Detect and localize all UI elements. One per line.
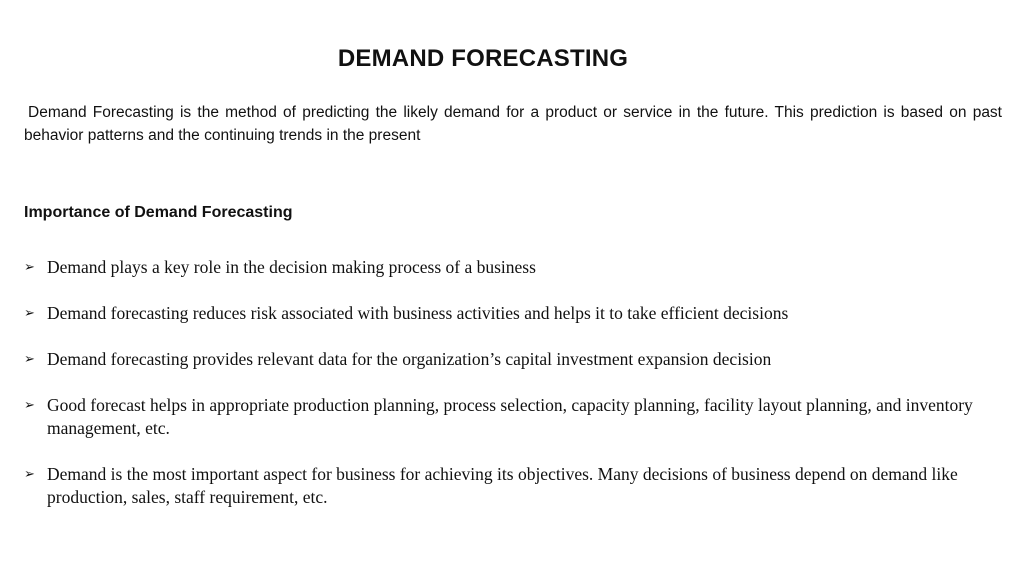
list-item — [24, 394, 994, 440]
arrowhead-bullet-icon: ➢ — [24, 352, 35, 367]
slide-title: DEMAND FORECASTING — [337, 45, 629, 72]
list-item-text: Demand forecasting provides relevant data for the organization’s capital investment expansion decision — [47, 349, 772, 369]
list-item — [24, 256, 994, 279]
importance-list — [24, 256, 994, 509]
arrowhead-bullet-icon: ➢ — [24, 260, 35, 275]
list-item-text: Demand is the most important aspect for business for achieving its objectives. Many decisions of business depend on demand like production, sales, staff requirement, etc. — [47, 464, 958, 507]
arrowhead-bullet-icon: ➢ — [24, 398, 35, 413]
arrowhead-bullet-icon: ➢ — [24, 467, 35, 482]
list-item-text: Good forecast helps in appropriate production planning, process selection, capacity planning, facility layout planning, and inventory management, etc. — [47, 395, 973, 438]
list-item — [24, 463, 994, 509]
section-heading: Importance of Demand Forecasting — [24, 204, 293, 221]
list-item-text: Demand plays a key role in the decision making process of a business — [47, 257, 536, 277]
list-item — [24, 348, 994, 371]
intro-paragraph: Demand Forecasting is the method of predicting the likely demand for a product or service in the future. This prediction is based on past behavior patterns and the continuing trends in the present — [24, 104, 1002, 144]
list-item-text: Demand forecasting reduces risk associated with business activities and helps it to take efficient decisions — [47, 303, 789, 323]
list-item — [24, 302, 994, 325]
arrowhead-bullet-icon: ➢ — [24, 306, 35, 321]
